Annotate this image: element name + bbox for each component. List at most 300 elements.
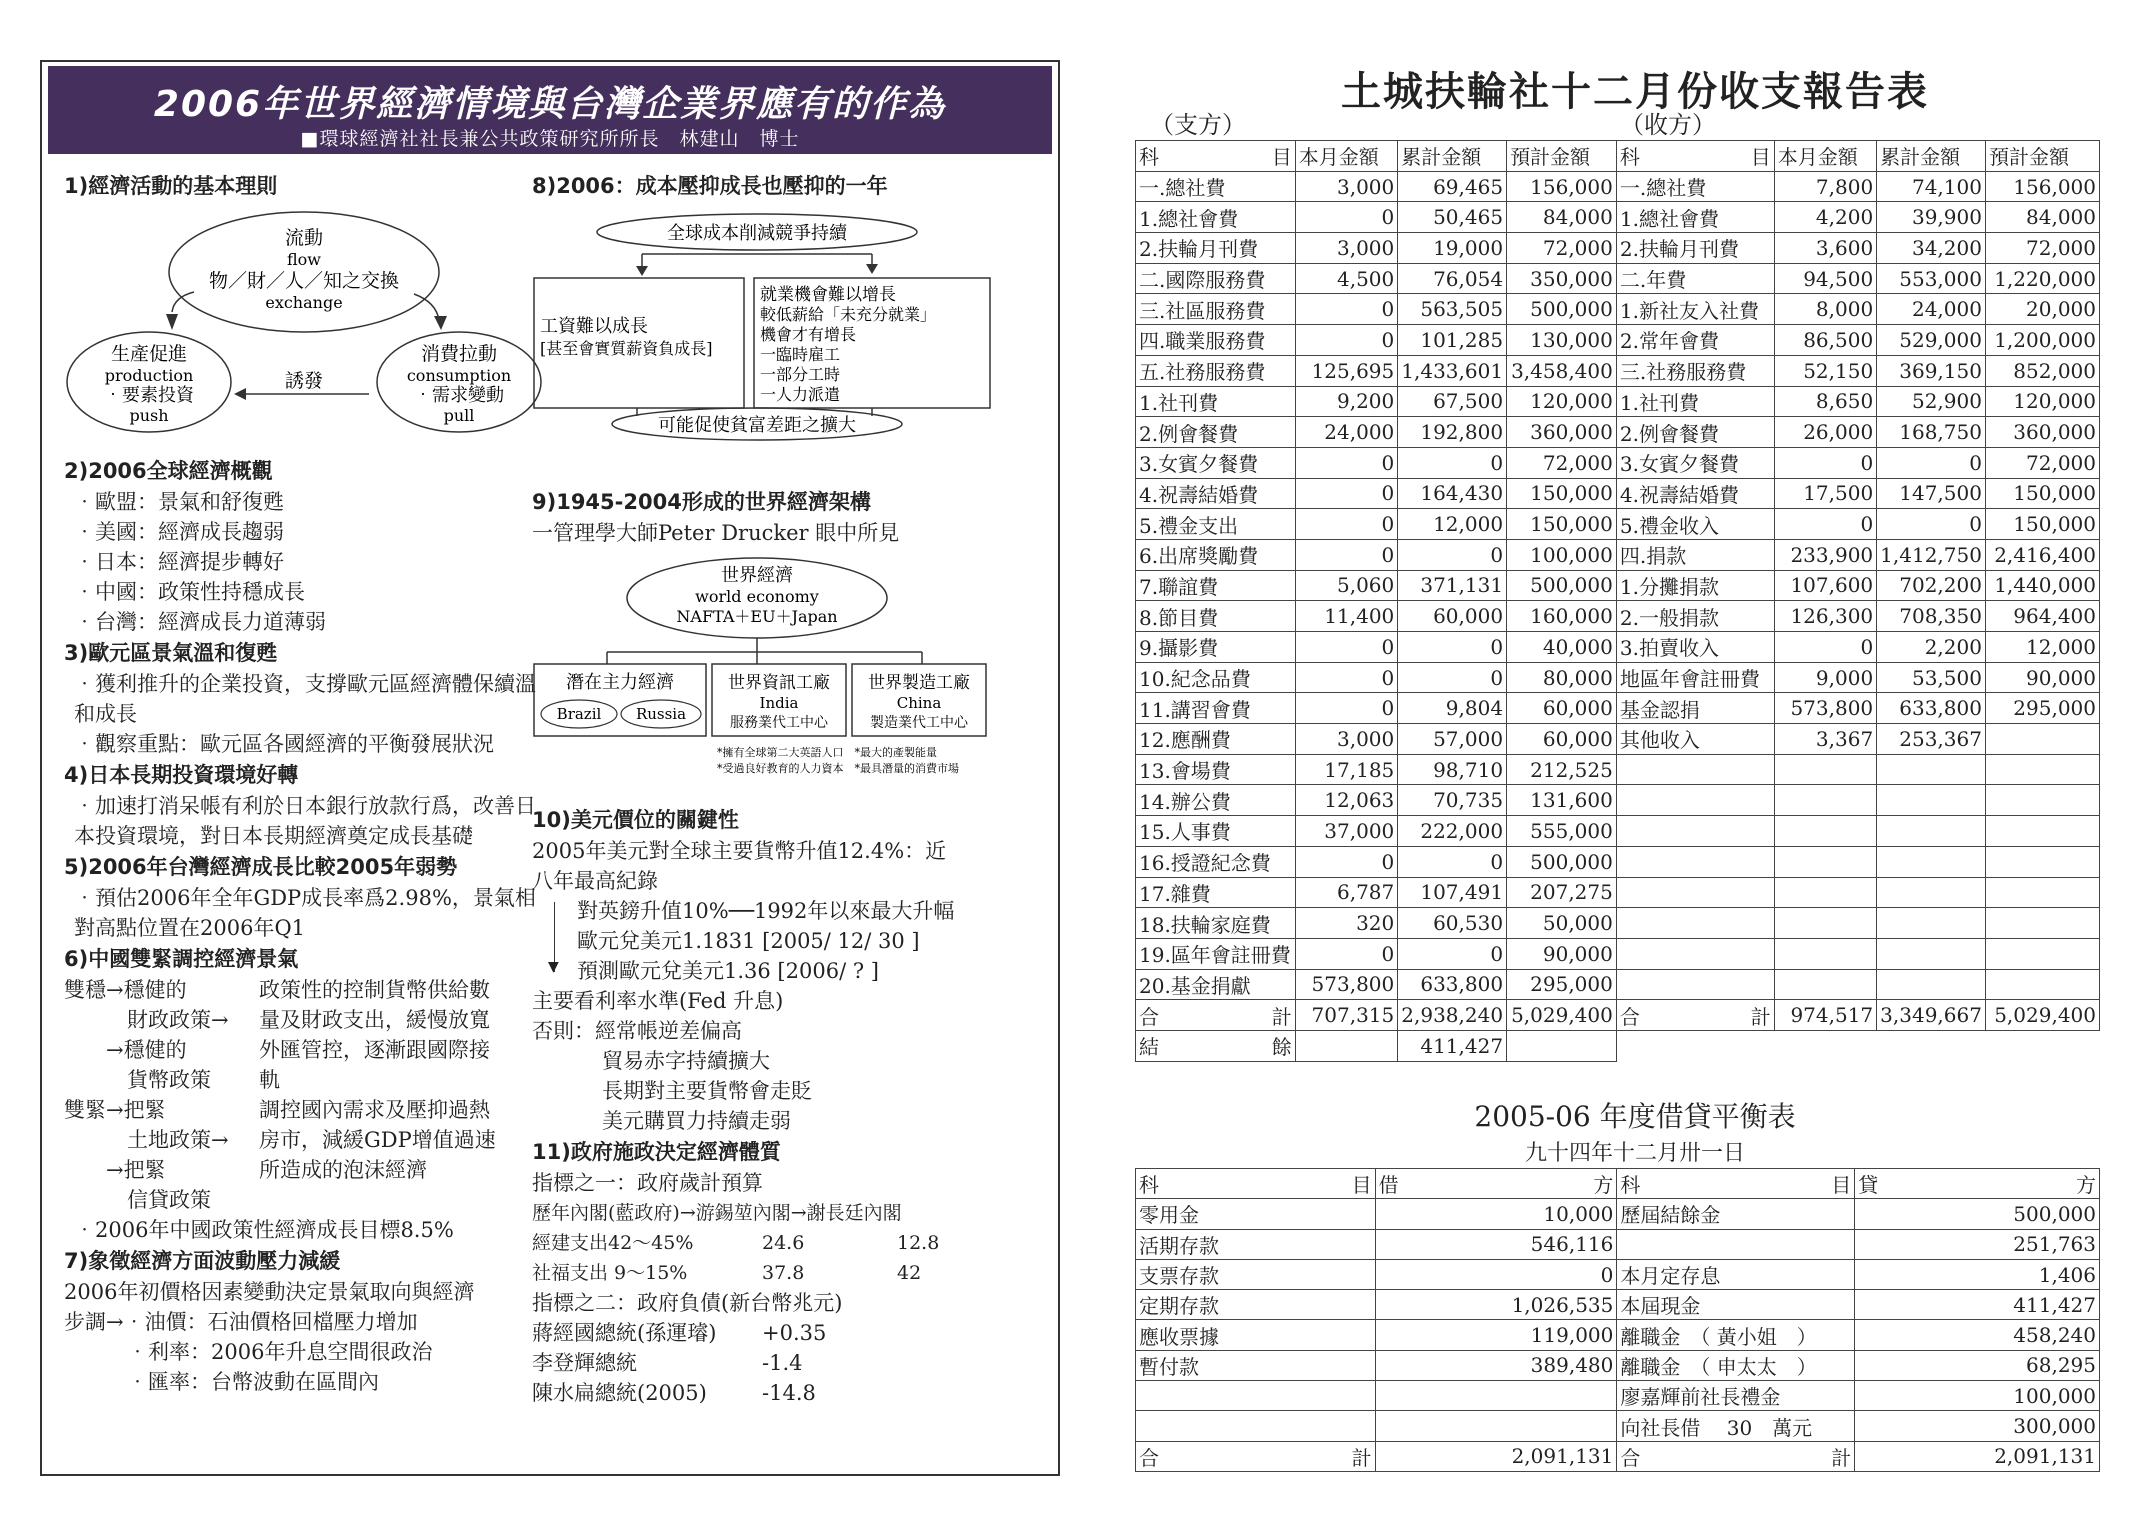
s8-left1: 工資難以成長 [540, 316, 648, 337]
item-cell: 2.例會餐費 [1136, 417, 1296, 448]
s7-line: ‧匯率：台幣波動在區間內 [64, 1370, 379, 1394]
table-row [1136, 969, 2100, 1000]
debt-value: -1.4 [762, 1351, 803, 1375]
amount-cell: 458,240 [1855, 1320, 2100, 1350]
amount-cell: 0 [1295, 325, 1397, 356]
amount-cell: 555,000 [1507, 816, 1617, 847]
consumption-cn: 消費拉動 [420, 343, 498, 365]
amount-cell [1985, 816, 2099, 847]
s10-line: 美元購買力持續走弱 [602, 1109, 791, 1133]
table-row [1136, 846, 2100, 877]
amount-cell: 107,491 [1398, 877, 1507, 908]
amount-cell: 101,285 [1398, 325, 1507, 356]
amount-cell [1877, 877, 1986, 908]
economic-cycle-diagram [64, 202, 544, 447]
amount-cell: 72,000 [1985, 447, 2099, 478]
item-cell: 3.女賓夕餐費 [1136, 447, 1296, 478]
item-cell: 3.女賓夕餐費 [1616, 447, 1774, 478]
amount-cell: 852,000 [1985, 355, 2099, 386]
amount-cell: 10,000 [1375, 1199, 1617, 1229]
item-cell: 零用金 [1136, 1199, 1376, 1229]
item-cell [1616, 846, 1774, 877]
table-row [1136, 570, 2100, 601]
item-cell: 向社長借 30 萬元 [1617, 1411, 1855, 1441]
amount-cell: 50,465 [1398, 202, 1507, 233]
amount-cell: 34,200 [1877, 233, 1986, 264]
item-cell: 18.扶輪家庭費 [1136, 908, 1296, 939]
amount-cell: 53,500 [1877, 662, 1986, 693]
amount-cell: 0 [1295, 539, 1397, 570]
column-header: 本月金額 [1295, 141, 1397, 172]
amount-cell: 500,000 [1507, 294, 1617, 325]
item-cell: 三.社務服務費 [1616, 355, 1774, 386]
debt-president: 蔣經國總統(孫運璿) [532, 1321, 717, 1345]
amount-cell: 222,000 [1398, 816, 1507, 847]
table-row [1136, 908, 2100, 939]
item-cell [1616, 969, 1774, 1000]
s6-desc: 所造成的泡沫經濟 [259, 1158, 427, 1182]
production-cn: 生產促進 [110, 343, 188, 365]
debt-value: +0.35 [762, 1321, 827, 1345]
amount-cell: 168,750 [1877, 417, 1986, 448]
amount-cell: 130,000 [1507, 325, 1617, 356]
amount-cell: 72,000 [1507, 233, 1617, 264]
amount-cell: 0 [1398, 662, 1507, 693]
item-cell [1616, 754, 1774, 785]
table-row [1136, 1411, 2100, 1441]
article-banner [48, 66, 1052, 154]
item-cell: 廖嘉輝前社長禮金 [1617, 1381, 1855, 1411]
table-row [1136, 509, 2100, 540]
flow-en: flow [287, 250, 321, 269]
s10-line: 主要看利率水準(Fed 升息) [532, 989, 784, 1013]
amount-cell: 100,000 [1855, 1381, 2100, 1411]
s10-sub-line: 預測歐元兌美元1.36 [2006/ ? ] [577, 959, 879, 983]
amount-cell: 2,200 [1877, 632, 1986, 663]
amount-cell [1985, 754, 2099, 785]
expense-label: （支方） [1150, 111, 1246, 139]
item-cell: 1.分攤捐款 [1616, 570, 1774, 601]
consumption-en: consumption [406, 366, 512, 385]
amount-cell: 369,150 [1877, 355, 1986, 386]
s8-right-line: 一部分工時 [760, 365, 841, 384]
amount-cell: 0 [1774, 509, 1876, 540]
amount-cell: 52,900 [1877, 386, 1986, 417]
amount-cell [1985, 969, 2099, 1000]
s8-right-line: 一人力派遣 [760, 385, 841, 404]
amount-cell: 72,000 [1507, 447, 1617, 478]
amount-cell: 0 [1398, 539, 1507, 570]
total-amount: 2,091,131 [1855, 1441, 2100, 1471]
s8-bottom: 可能促使貧富差距之擴大 [658, 415, 856, 436]
item-cell: 活期存款 [1136, 1229, 1376, 1259]
amount-cell: 0 [1774, 447, 1876, 478]
table-row [1136, 1290, 2100, 1320]
s8-right-line: 就業機會難以增長 [760, 285, 896, 305]
box3-title: 世界製造工廠 [868, 673, 970, 693]
world-blocs: NAFTA＋EU＋Japan [676, 607, 838, 626]
amount-cell: 90,000 [1507, 938, 1617, 969]
box2-title: 世界資訊工廠 [728, 673, 830, 693]
s6-policy: 財政政策→ [64, 1008, 229, 1032]
amount-cell: 150,000 [1507, 478, 1617, 509]
amount-cell [1774, 785, 1876, 816]
table-row [1136, 754, 2100, 785]
consumption-pull: pull [443, 406, 475, 425]
debt-president: 陳水扁總統(2005) [532, 1381, 707, 1405]
amount-cell: 17,185 [1295, 754, 1397, 785]
amount-cell: 7,800 [1774, 171, 1876, 202]
item-cell [1616, 908, 1774, 939]
item-cell: 4.祝壽結婚費 [1136, 478, 1296, 509]
amount-cell [1774, 877, 1876, 908]
total-amount: 2,938,240 [1398, 1000, 1507, 1031]
stat-value: 24.6 [762, 1232, 805, 1254]
stat-label: 經建支出42～45% [532, 1232, 694, 1254]
table-row [1136, 539, 2100, 570]
item-cell: 三.社區服務費 [1136, 294, 1296, 325]
amount-cell [1985, 908, 2099, 939]
s2-item: ‧日本：經濟提步轉好 [74, 550, 284, 574]
table-row [1136, 171, 2100, 202]
item-cell: 一.總社費 [1136, 171, 1296, 202]
amount-cell [1774, 969, 1876, 1000]
item-cell: 基金認捐 [1616, 693, 1774, 724]
amount-cell [1877, 785, 1986, 816]
section-2-heading: 2)2006全球經濟概觀 [64, 459, 273, 483]
amount-cell: 3,000 [1295, 171, 1397, 202]
amount-cell: 100,000 [1507, 539, 1617, 570]
amount-cell [1375, 1381, 1617, 1411]
world-economy-diagram [532, 548, 1002, 796]
amount-cell: 0 [1295, 632, 1397, 663]
item-cell: 歷屆結餘金 [1617, 1199, 1855, 1229]
amount-cell: 20,000 [1985, 294, 2099, 325]
amount-cell: 0 [1295, 693, 1397, 724]
s6-policy: 貨幣政策 [64, 1068, 211, 1092]
item-cell: 五.社務服務費 [1136, 355, 1296, 386]
blank-cell [1616, 1030, 1774, 1061]
amount-cell: 633,800 [1877, 693, 1986, 724]
s6-desc: 量及財政支出，緩慢放寬 [259, 1008, 490, 1032]
amount-cell: 251,763 [1855, 1229, 2100, 1259]
amount-cell: 0 [1295, 202, 1397, 233]
amount-cell [1877, 846, 1986, 877]
amount-cell: 1,220,000 [1985, 263, 2099, 294]
total-amount: 5,029,400 [1507, 1000, 1617, 1031]
table-row [1136, 816, 2100, 847]
column-header: 預計金額 [1985, 141, 2099, 172]
amount-cell: 12,063 [1295, 785, 1397, 816]
section-9-heading: 9)1945-2004形成的世界經濟架構 [532, 490, 871, 514]
blank-cell [1877, 1030, 1986, 1061]
article-left-column [64, 170, 544, 1397]
item-cell: 暫付款 [1136, 1350, 1376, 1380]
debt-row [532, 1348, 1032, 1378]
item-cell [1616, 785, 1774, 816]
amount-cell: 0 [1398, 632, 1507, 663]
section-10-heading: 10)美元價位的關鍵性 [532, 808, 739, 832]
amount-cell: 60,530 [1398, 908, 1507, 939]
stat-value: 12.8 [897, 1232, 940, 1254]
stat-label: 社福支出 9～15% [532, 1262, 688, 1284]
amount-cell: 86,500 [1774, 325, 1876, 356]
s10-sub-line: 對英鎊升值10%──1992年以來最大升幅 [577, 899, 955, 923]
article-right-column [532, 170, 1032, 1408]
s2-item: ‧台灣：經濟成長力道薄弱 [74, 610, 326, 634]
item-cell: 2.一般捐款 [1616, 601, 1774, 632]
amount-cell: 389,480 [1375, 1350, 1617, 1380]
balance-date: 九十四年十二月卅一日 [1524, 1141, 1745, 1166]
amount-cell: 150,000 [1507, 509, 1617, 540]
amount-cell: 80,000 [1507, 662, 1617, 693]
amount-cell: 0 [1398, 938, 1507, 969]
india: India [759, 694, 799, 712]
amount-cell: 563,505 [1398, 294, 1507, 325]
item-cell: 5.禮金支出 [1136, 509, 1296, 540]
table-row [1136, 478, 2100, 509]
item-cell: 15.人事費 [1136, 816, 1296, 847]
s6-policy: →穩健的 [64, 1038, 187, 1062]
amount-cell: 52,150 [1774, 355, 1876, 386]
amount-cell: 84,000 [1507, 202, 1617, 233]
table-row [1136, 447, 2100, 478]
item-cell: 本月定存息 [1617, 1259, 1855, 1289]
column-header: 貸 方 [1855, 1169, 2100, 1199]
amount-cell: 8,650 [1774, 386, 1876, 417]
item-cell: 20.基金捐獻 [1136, 969, 1296, 1000]
amount-cell: 0 [1295, 938, 1397, 969]
column-header: 本月金額 [1774, 141, 1876, 172]
arrow-down-icon: ▼ [548, 959, 559, 975]
world-cn: 世界經濟 [721, 565, 793, 586]
debt-row [532, 1378, 1032, 1408]
s6-desc: 房市，減緩GDP增值過速 [259, 1128, 496, 1152]
item-cell: 其他收入 [1616, 724, 1774, 755]
amount-cell: 0 [1295, 662, 1397, 693]
s10-line: 八年最高紀錄 [532, 869, 658, 893]
column-header: 累計金額 [1398, 141, 1507, 172]
table-row [1136, 938, 2100, 969]
table-row [1136, 1199, 2100, 1229]
total-row [1136, 1441, 2100, 1471]
s6-row [64, 1035, 544, 1065]
item-cell: 1.總社會費 [1136, 202, 1296, 233]
box1-title: 潛在主力經濟 [566, 672, 674, 693]
income-label: （收方） [1620, 111, 1716, 139]
amount-cell [1877, 969, 1986, 1000]
amount-cell: 411,427 [1855, 1290, 2100, 1320]
s8-right-line: 機會才有增長 [760, 325, 857, 344]
amount-cell: 207,275 [1507, 877, 1617, 908]
amount-cell: 9,804 [1398, 693, 1507, 724]
amount-cell: 529,000 [1877, 325, 1986, 356]
s3-item: ‧獲利推升的企業投資，支撐歐元區經濟體保續溫和成長 [74, 672, 536, 726]
amount-cell: 3,600 [1774, 233, 1876, 264]
s11-stat-row [532, 1228, 1032, 1258]
table-row [1136, 294, 2100, 325]
item-cell: 6.出席獎勵費 [1136, 539, 1296, 570]
s8-left2: [甚至會實質薪資負成長] [540, 339, 713, 358]
total-amount: 3,349,667 [1877, 1000, 1986, 1031]
amount-cell [1375, 1411, 1617, 1441]
item-cell: 3.拍賣收入 [1616, 632, 1774, 663]
surplus-row [1136, 1030, 2100, 1061]
balance-sheet-table [1135, 1168, 2100, 1472]
amount-cell: 57,000 [1398, 724, 1507, 755]
amount-cell [1774, 846, 1876, 877]
section-5-heading: 5)2006年台灣經濟成長比較2005年弱勢 [64, 855, 458, 879]
amount-cell: 12,000 [1398, 509, 1507, 540]
stat-value: 42 [897, 1262, 922, 1284]
amount-cell: 67,500 [1398, 386, 1507, 417]
table-row [1136, 202, 2100, 233]
debt-value: -14.8 [762, 1381, 816, 1405]
item-cell [1136, 1381, 1376, 1411]
amount-cell: 9,200 [1295, 386, 1397, 417]
amount-cell [1985, 846, 2099, 877]
item-cell: 9.攝影費 [1136, 632, 1296, 663]
induce-label: 誘發 [284, 370, 324, 392]
amount-cell [1774, 754, 1876, 785]
s10-line: 長期對主要貨幣會走貶 [602, 1079, 812, 1103]
item-cell: 應收票據 [1136, 1320, 1376, 1350]
item-cell: 11.講習會費 [1136, 693, 1296, 724]
amount-cell: 11,400 [1295, 601, 1397, 632]
table-row [1136, 877, 2100, 908]
amount-cell: 60,000 [1398, 601, 1507, 632]
amount-cell: 3,367 [1774, 724, 1876, 755]
column-header: 累計金額 [1877, 141, 1986, 172]
amount-cell: 68,295 [1855, 1350, 2100, 1380]
section-3-heading: 3)歐元區景氣溫和復甦 [64, 641, 278, 665]
balance-title: 2005-06 年度借貸平衡表 [1474, 1100, 1796, 1133]
stat-value: 37.8 [762, 1262, 805, 1284]
exchange-cn: 物／財／人／知之交換 [208, 270, 400, 292]
item-cell: 17.雜費 [1136, 877, 1296, 908]
item-cell [1617, 1229, 1855, 1259]
table-row [1136, 601, 2100, 632]
surplus-amount: 411,427 [1398, 1030, 1507, 1061]
amount-cell: 0 [1295, 447, 1397, 478]
s10-sub-line: 歐元兌美元1.1831 [2005/ 12/ 30 ] [577, 929, 920, 953]
amount-cell: 1,026,535 [1375, 1290, 1617, 1320]
amount-cell: 233,900 [1774, 539, 1876, 570]
amount-cell: 546,116 [1375, 1229, 1617, 1259]
s11-cabinets: 歷年內閣(藍政府)→游錫堃內閣→謝長廷內閣 [532, 1202, 902, 1224]
item-cell: 2.扶輪月刊費 [1616, 233, 1774, 264]
article-title: 2006年世界經濟情境與台灣企業界應有的作為 [153, 84, 947, 125]
column-header: 科 目 [1617, 1169, 1855, 1199]
s10-line: 否則：經常帳逆差偏高 [532, 1019, 742, 1043]
s5-item: ‧預估2006年全年GDP成長率爲2.98%，景氣相對高點位置在2006年Q1 [74, 886, 536, 940]
amount-cell: 633,800 [1398, 969, 1507, 1000]
table-row [1136, 1229, 2100, 1259]
amount-cell [1985, 938, 2099, 969]
table-row [1136, 1350, 2100, 1380]
item-cell: 一.總社費 [1616, 171, 1774, 202]
box3-sub: 製造業代工中心 [870, 715, 968, 731]
s6-footer: ‧2006年中國政策性經濟成長目標8.5% [74, 1218, 454, 1242]
amount-cell: 1,433,601 [1398, 355, 1507, 386]
amount-cell [1877, 816, 1986, 847]
amount-cell [1877, 938, 1986, 969]
amount-cell: 0 [1877, 447, 1986, 478]
item-cell [1136, 1411, 1376, 1441]
amount-cell: 3,000 [1295, 233, 1397, 264]
amount-cell: 0 [1877, 509, 1986, 540]
table-row [1136, 355, 2100, 386]
amount-cell: 964,400 [1985, 601, 2099, 632]
amount-cell: 0 [1295, 509, 1397, 540]
item-cell: 1.總社會費 [1616, 202, 1774, 233]
amount-cell: 60,000 [1507, 724, 1617, 755]
amount-cell: 253,367 [1877, 724, 1986, 755]
s6-policy: 土地政策→ [64, 1128, 229, 1152]
russia: Russia [635, 705, 687, 723]
item-cell: 1.社刊費 [1136, 386, 1296, 417]
total-row [1136, 1000, 2100, 1031]
column-header: 科 目 [1616, 141, 1774, 172]
amount-cell: 1,200,000 [1985, 325, 2099, 356]
total-label: 合 計 [1136, 1441, 1376, 1471]
amount-cell: 9,000 [1774, 662, 1876, 693]
item-cell: 12.應酬費 [1136, 724, 1296, 755]
amount-cell: 150,000 [1985, 509, 2099, 540]
section-6-heading: 6)中國雙緊調控經濟景氣 [64, 947, 299, 971]
item-cell: 支票存款 [1136, 1259, 1376, 1289]
table-row [1136, 632, 2100, 663]
s7-line: 步調→‧油價：石油價格回檔壓力增加 [64, 1310, 418, 1334]
s9-note: *受過良好教育的人力資本 *最具潛量的消費市場 [717, 762, 959, 775]
item-cell: 19.區年會註冊費 [1136, 938, 1296, 969]
s11-ind1: 指標之一：政府歲計預算 [532, 1171, 763, 1195]
article-author: ■環球經濟社社長兼公共政策研究所所長 林建山 博士 [300, 128, 800, 150]
s6-row [64, 1065, 544, 1095]
item-cell: 離職金 （ 黃小姐 ） [1617, 1320, 1855, 1350]
s6-policy: 信貸政策 [64, 1188, 211, 1212]
amount-cell: 320 [1295, 908, 1397, 939]
item-cell: 1.新社友入社費 [1616, 294, 1774, 325]
item-cell [1616, 877, 1774, 908]
flow-cn: 流動 [284, 227, 324, 249]
item-cell: 本屆現金 [1617, 1290, 1855, 1320]
item-cell: 5.禮金收入 [1616, 509, 1774, 540]
s4-item: ‧加速打消呆帳有利於日本銀行放款行爲，改善日本投資環境，對日本長期經濟奠定成長基礎 [74, 794, 536, 848]
amount-cell: 26,000 [1774, 417, 1876, 448]
header-row [1136, 1169, 2100, 1199]
amount-cell: 17,500 [1774, 478, 1876, 509]
amount-cell [1985, 785, 2099, 816]
s6-policy: 雙穩→穩健的 [64, 978, 187, 1002]
amount-cell: 60,000 [1507, 693, 1617, 724]
s6-desc: 軌 [259, 1068, 280, 1092]
amount-cell: 500,000 [1855, 1199, 2100, 1229]
amount-cell: 69,465 [1398, 171, 1507, 202]
s6-row [64, 1095, 544, 1125]
amount-cell: 702,200 [1877, 570, 1986, 601]
amount-cell: 84,000 [1985, 202, 2099, 233]
header-row [1136, 141, 2100, 172]
item-cell: 2.例會餐費 [1616, 417, 1774, 448]
section-7-heading: 7)象徵經濟方面波動壓力減緩 [64, 1249, 341, 1273]
table-row [1136, 724, 2100, 755]
total-amount: 5,029,400 [1985, 1000, 2099, 1031]
item-cell: 4.祝壽結婚費 [1616, 478, 1774, 509]
s8-top: 全球成本削減競爭持續 [667, 223, 847, 244]
item-cell: 2.常年會費 [1616, 325, 1774, 356]
amount-cell: 74,100 [1877, 171, 1986, 202]
